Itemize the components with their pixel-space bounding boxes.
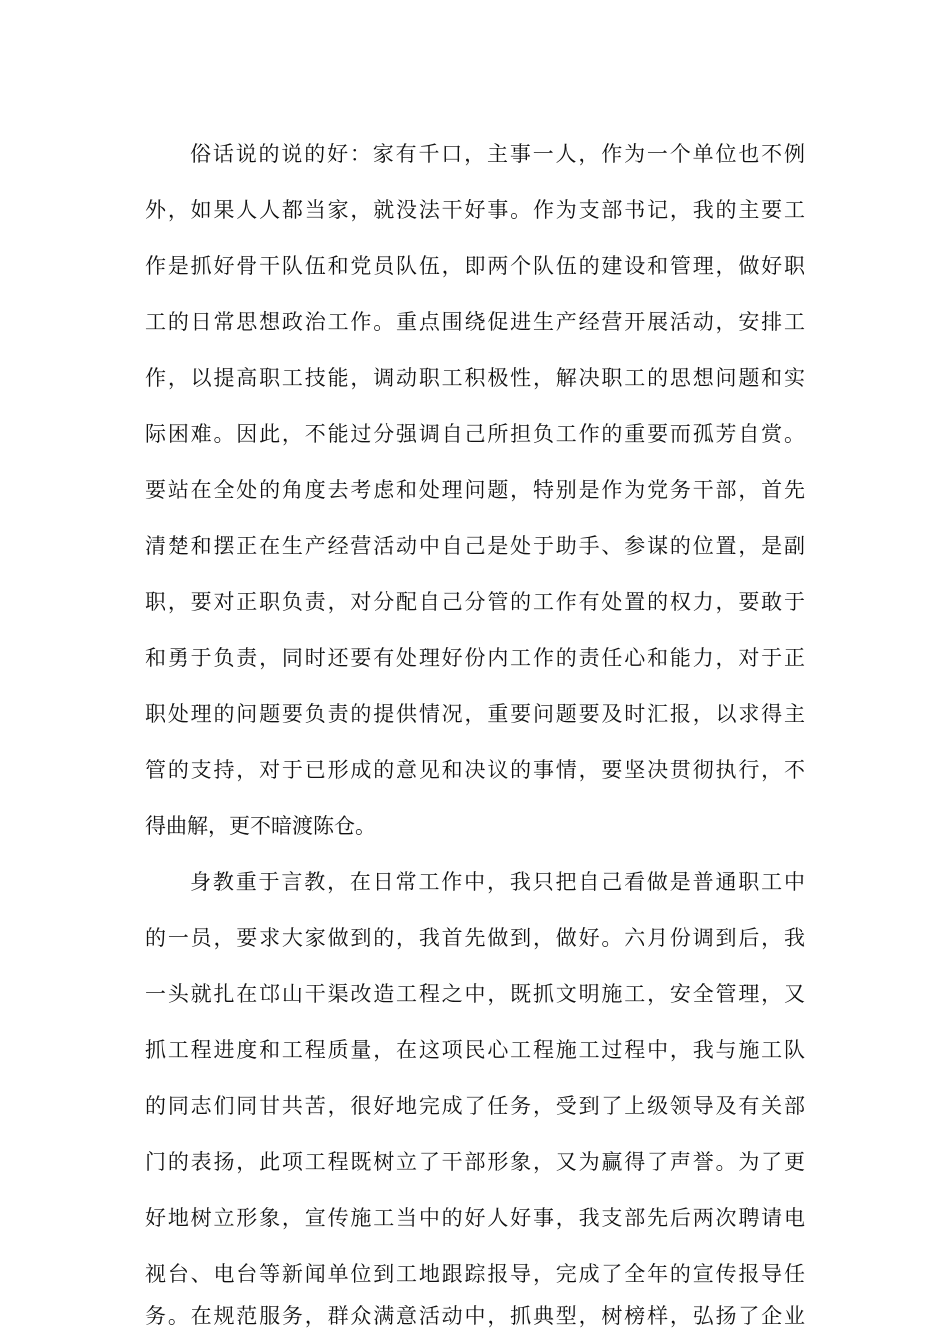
paragraph-1-line-5: 作，以提高职工技能，调动职工积极性，解决职工的思想问题和实 bbox=[145, 366, 805, 390]
paragraph-2-line-7: 好地树立形象，宣传施工当中的好人好事，我支部先后两次聘请电 bbox=[145, 1206, 805, 1230]
paragraph-1-line-6: 际困难。因此，不能过分强调自己所担负工作的重要而孤芳自赏。 bbox=[145, 422, 805, 446]
paragraph-1-line-8: 清楚和摆正在生产经营活动中自己是处于助手、参谋的位置，是副 bbox=[145, 534, 805, 558]
paragraph-2-line-5: 的同志们同甘共苦，很好地完成了任务，受到了上级领导及有关部 bbox=[145, 1094, 805, 1118]
paragraph-1-line-12: 管的支持，对于已形成的意见和决议的事情，要坚决贯彻执行，不 bbox=[145, 758, 805, 782]
paragraph-2-line-1: 身教重于言教，在日常工作中，我只把自己看做是普通职工中 bbox=[190, 870, 805, 894]
paragraph-2-line-4: 抓工程进度和工程质量，在这项民心工程施工过程中，我与施工队 bbox=[145, 1038, 805, 1062]
paragraph-1-line-2: 外，如果人人都当家，就没法干好事。作为支部书记，我的主要工 bbox=[145, 198, 805, 222]
paragraph-2-line-2: 的一员，要求大家做到的，我首先做到，做好。六月份调到后，我 bbox=[145, 926, 805, 950]
paragraph-1-line-10: 和勇于负责，同时还要有处理好份内工作的责任心和能力，对于正 bbox=[145, 646, 805, 670]
paragraph-1-line-3: 作是抓好骨干队伍和党员队伍，即两个队伍的建设和管理，做好职 bbox=[145, 254, 805, 278]
paragraph-1-line-7: 要站在全处的角度去考虑和处理问题，特别是作为党务干部，首先 bbox=[145, 478, 805, 502]
paragraph-2-line-3: 一头就扎在邙山干渠改造工程之中，既抓文明施工，安全管理，又 bbox=[145, 982, 805, 1006]
paragraph-2-line-8: 视台、电台等新闻单位到工地跟踪报导，完成了全年的宣传报导任 bbox=[145, 1262, 805, 1286]
paragraph-1-line-9: 职，要对正职负责，对分配自己分管的工作有处置的权力，要敢于 bbox=[145, 590, 805, 614]
paragraph-1-line-11: 职处理的问题要负责的提供情况，重要问题要及时汇报，以求得主 bbox=[145, 702, 805, 726]
paragraph-1-line-13: 得曲解，更不暗渡陈仓。 bbox=[145, 814, 376, 838]
paragraph-2-line-9: 务。在规范服务，群众满意活动中，抓典型，树榜样，弘扬了企业 bbox=[145, 1304, 805, 1328]
paragraph-1-line-4: 工的日常思想政治工作。重点围绕促进生产经营开展活动，安排工 bbox=[145, 310, 805, 334]
paragraph-2-line-6: 门的表扬，此项工程既树立了干部形象，又为赢得了声誉。为了更 bbox=[145, 1150, 805, 1174]
paragraph-1-line-1: 俗话说的说的好：家有千口，主事一人，作为一个单位也不例 bbox=[190, 142, 805, 166]
